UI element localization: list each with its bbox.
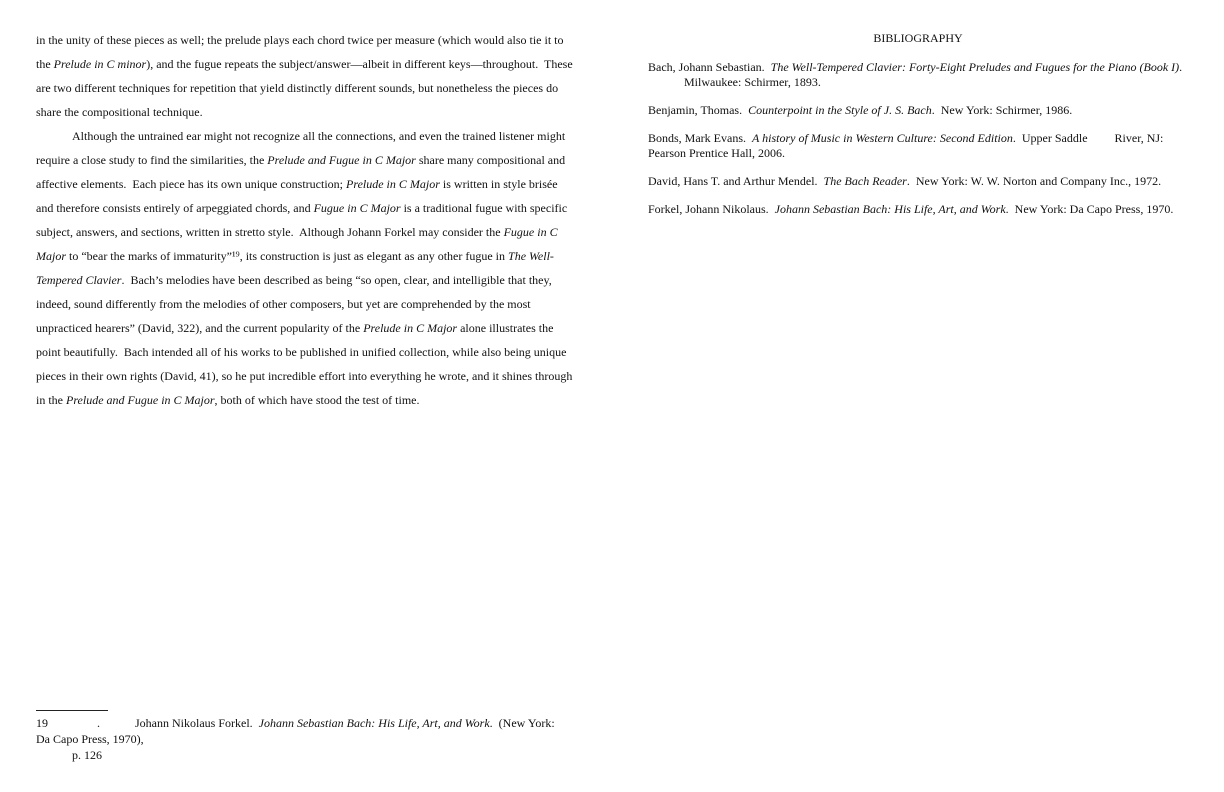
- italic-title-text: Counterpoint in the Style of J. S. Bach: [748, 103, 932, 117]
- essay-paragraph: [36, 28, 576, 124]
- italic-title-text: Prelude and Fugue in C Major: [267, 153, 416, 167]
- entry-line: [648, 174, 1188, 189]
- bibliography-entry: [648, 174, 1188, 189]
- italic-title-text: The Bach Reader: [823, 174, 907, 188]
- text-run: Bonds, Mark Evans.: [648, 131, 752, 145]
- bibliography-entry: [648, 131, 1188, 161]
- text-run: to “bear the marks of immaturity”¹⁹, its construction is just as elegant as any other fugue in: [66, 249, 509, 263]
- text-run: , both of which have stood the test of time.: [214, 393, 420, 407]
- footnote-publisher-start: . (New York:: [489, 716, 555, 730]
- bibliography-entry: [648, 60, 1188, 90]
- text-run: David, Hans T. and Arthur Mendel.: [648, 174, 824, 188]
- entry-continuation-line: [648, 75, 1188, 90]
- italic-title-text: A history of Music in Western Culture: Second Edition: [752, 131, 1013, 145]
- text-run: is written in style brisée and therefore consists entirely of arpeggiated chords, and: [36, 177, 561, 215]
- footnote-author: Johann Nikolaus Forkel.: [135, 716, 259, 730]
- right-page: [612, 0, 1224, 792]
- italic-title-text: Prelude and Fugue in C Major: [66, 393, 215, 407]
- text-run: share many compositional and affective elements. Each piece has its own unique construction;: [36, 153, 569, 191]
- text-run: . New York: Da Capo Press, 1970.: [1005, 202, 1174, 216]
- footnote-number: 19: [36, 716, 48, 730]
- text-run: ), and the fugue repeats the subject/answer—albeit in different keys—throughout. These are two different techniques for repetition that yield distinctly different sounds, but nonetheless the pieces do share the compositional technique.: [36, 57, 576, 119]
- italic-title-text: Prelude in C minor: [53, 57, 147, 71]
- footnote-separator: [36, 710, 108, 711]
- italic-title-text: Johann Sebastian Bach: His Life, Art, and Work: [774, 202, 1006, 216]
- entry-line: [648, 202, 1188, 217]
- italic-title-text: The Well-Tempered Clavier: Forty-Eight Preludes and Fugues for the Piano (Book I): [770, 60, 1180, 74]
- text-run: . Upper Saddle River, NJ: Pearson Prentice Hall, 2006.: [648, 131, 1167, 160]
- text-run: .: [1179, 60, 1183, 74]
- footnote-page: p. 126: [72, 748, 102, 762]
- essay-paragraph: [36, 124, 576, 412]
- text-run: alone illustrates the point beautifully. Bach intended all of his works to be published in unified collection, while also being unique pieces in their own rights (David, 41), so he put incredible effort into everything he wrote, and it shines through in the: [36, 321, 576, 407]
- text-run: . New York: W. W. Norton and Company Inc., 1972.: [906, 174, 1162, 188]
- entry-line: [648, 103, 1188, 118]
- footnote-line-2: Da Capo Press, 1970),: [36, 732, 144, 746]
- italic-title-text: Prelude in C Major: [346, 177, 440, 191]
- footnote-line-1: [36, 715, 576, 731]
- italic-title-text: The Well-Tempered Clavier: [36, 249, 554, 287]
- entry-line: [648, 131, 1188, 161]
- italic-title-text: Prelude in C Major: [363, 321, 458, 335]
- italic-title-text: Fugue in C Major: [313, 201, 401, 215]
- bibliography-heading: BIBLIOGRAPHY: [873, 31, 963, 45]
- italic-title-text: Fugue in C Major: [36, 225, 561, 263]
- text-run: in the unity of these pieces as well; the prelude plays each chord twice per measure (which would also tie it to the: [36, 33, 567, 71]
- text-run: . Bach’s melodies have been described as being “so open, clear, and intelligible that they, indeed, sound differently from the melodies of other composers, but yet are comprehended by the most unpracticed hearers” (David, 322), and the current popularity of the: [36, 273, 555, 335]
- text-run: Forkel, Johann Nikolaus.: [648, 202, 775, 216]
- footnote: [36, 715, 576, 763]
- text-run: Milwaukee: Schirmer, 1893.: [684, 75, 821, 89]
- essay-body: [36, 28, 576, 412]
- footnote-title: Johann Sebastian Bach: His Life, Art, and Work: [258, 716, 490, 730]
- text-run: Bach, Johann Sebastian.: [648, 60, 771, 74]
- text-run: is a traditional fugue with specific subject, answers, and sections, written in stretto style. Although Johann Forkel may consider the: [36, 201, 571, 239]
- text-run: Benjamin, Thomas.: [648, 103, 749, 117]
- text-run: . New York: Schirmer, 1986.: [931, 103, 1073, 117]
- bibliography-entry: [648, 103, 1188, 118]
- text-run: Although the untrained ear might not recognize all the connections, and even the trained listener might require a close study to find the similarities, the: [36, 129, 569, 167]
- bibliography-list: [648, 60, 1188, 230]
- entry-line: [648, 60, 1188, 75]
- bibliography-entry: [648, 202, 1188, 217]
- footnote-mark: .: [97, 716, 100, 730]
